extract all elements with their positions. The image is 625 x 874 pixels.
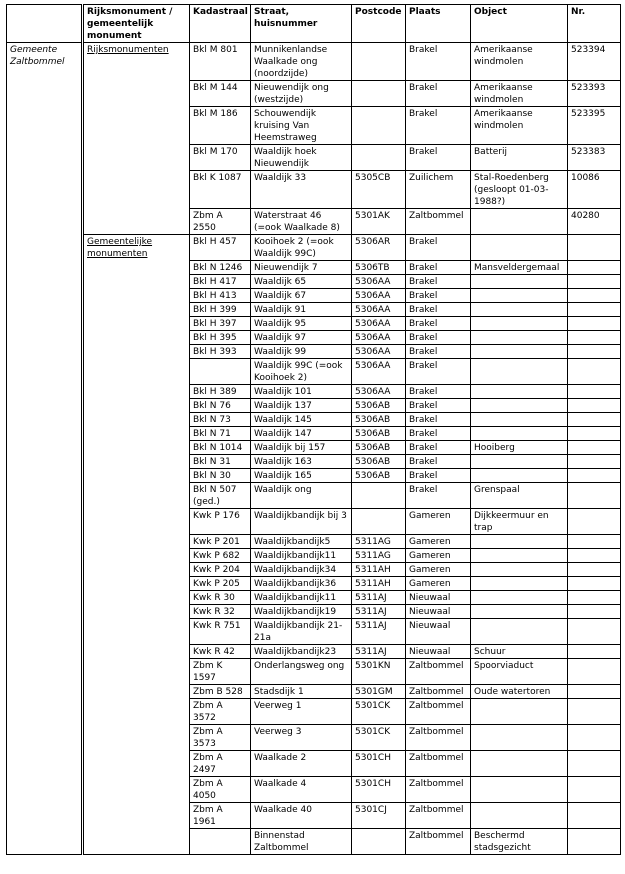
cell-kadastraal: Bkl H 457 <box>190 235 251 261</box>
cell-nr <box>568 549 621 563</box>
cell-straat: Waterstraat 46 (=ook Waalkade 8) <box>251 209 352 235</box>
cell-straat: Waaldijkbandijk11 <box>251 549 352 563</box>
cell-nr <box>568 577 621 591</box>
cell-postcode <box>352 43 406 81</box>
cell-postcode: 5311AJ <box>352 605 406 619</box>
cell-postcode: 5301CJ <box>352 803 406 829</box>
cell-plaats: Zuilichem <box>406 171 471 209</box>
cell-nr <box>568 399 621 413</box>
cell-postcode: 5311AG <box>352 549 406 563</box>
cell-postcode: 5301CK <box>352 725 406 751</box>
cell-straat: Binnenstad Zaltbommel <box>251 829 352 855</box>
cell-object <box>471 619 568 645</box>
cell-nr <box>568 563 621 577</box>
cell-nr <box>568 455 621 469</box>
cell-kadastraal: Bkl N 76 <box>190 399 251 413</box>
cell-postcode: 5306AB <box>352 469 406 483</box>
cell-kadastraal: Bkl N 73 <box>190 413 251 427</box>
cell-postcode: 5306AA <box>352 275 406 289</box>
cell-plaats: Brakel <box>406 455 471 469</box>
cell-kadastraal: Zbm K 1597 <box>190 659 251 685</box>
cell-postcode: 5306AB <box>352 455 406 469</box>
cell-nr <box>568 645 621 659</box>
cell-nr <box>568 509 621 535</box>
cell-kadastraal: Bkl M 801 <box>190 43 251 81</box>
cell-kadastraal: Bkl H 397 <box>190 317 251 331</box>
cell-object <box>471 413 568 427</box>
cell-kadastraal: Bkl K 1087 <box>190 171 251 209</box>
cell-plaats: Brakel <box>406 275 471 289</box>
cell-nr: 10086 <box>568 171 621 209</box>
cell-nr <box>568 441 621 455</box>
cell-postcode: 5311AG <box>352 535 406 549</box>
cell-plaats: Gameren <box>406 509 471 535</box>
cell-straat: Waaldijkbandijk 21-21a <box>251 619 352 645</box>
cell-nr <box>568 289 621 303</box>
cell-nr <box>568 345 621 359</box>
cell-plaats: Zaltbommel <box>406 725 471 751</box>
cell-nr <box>568 591 621 605</box>
cell-kadastraal: Kwk P 205 <box>190 577 251 591</box>
cell-postcode: 5311AJ <box>352 645 406 659</box>
cell-nr <box>568 303 621 317</box>
cell-nr <box>568 275 621 289</box>
cell-kadastraal: Kwk R 30 <box>190 591 251 605</box>
cell-straat: Waaldijk 99C (=ook Kooihoek 2) <box>251 359 352 385</box>
cell-plaats: Brakel <box>406 469 471 483</box>
cell-straat: Waaldijk 33 <box>251 171 352 209</box>
cell-nr <box>568 751 621 777</box>
cell-nr <box>568 317 621 331</box>
cell-nr <box>568 699 621 725</box>
cell-postcode: 5306AB <box>352 441 406 455</box>
cell-straat: Schouwendijk kruising Van Heemstraweg <box>251 107 352 145</box>
cell-plaats: Zaltbommel <box>406 685 471 699</box>
header-plaats: Plaats <box>406 5 471 43</box>
cell-object: Spoorviaduct <box>471 659 568 685</box>
cell-kadastraal: Bkl H 395 <box>190 331 251 345</box>
cell-plaats: Zaltbommel <box>406 777 471 803</box>
cell-postcode <box>352 145 406 171</box>
cell-postcode: 5301CH <box>352 751 406 777</box>
cell-straat: Waaldijk 147 <box>251 427 352 441</box>
cell-object <box>471 577 568 591</box>
cell-straat: Waaldijkbandijk5 <box>251 535 352 549</box>
header-postcode: Postcode <box>352 5 406 43</box>
cell-nr <box>568 359 621 385</box>
cell-straat: Waaldijk ong <box>251 483 352 509</box>
cell-object <box>471 317 568 331</box>
cell-object <box>471 699 568 725</box>
cell-straat: Nieuwendijk ong (westzijde) <box>251 81 352 107</box>
group-rijksmonumenten: Rijksmonumenten <box>83 43 190 235</box>
cell-nr <box>568 685 621 699</box>
cell-plaats: Zaltbommel <box>406 751 471 777</box>
cell-plaats: Gameren <box>406 577 471 591</box>
cell-object <box>471 605 568 619</box>
cell-object <box>471 209 568 235</box>
cell-plaats: Brakel <box>406 385 471 399</box>
cell-plaats: Brakel <box>406 261 471 275</box>
cell-plaats: Brakel <box>406 345 471 359</box>
cell-nr: 40280 <box>568 209 621 235</box>
cell-object <box>471 345 568 359</box>
cell-nr <box>568 427 621 441</box>
cell-straat: Waaldijk 163 <box>251 455 352 469</box>
table-row <box>7 43 621 81</box>
cell-nr <box>568 535 621 549</box>
cell-kadastraal: Zbm B 528 <box>190 685 251 699</box>
cell-postcode: 5301CH <box>352 777 406 803</box>
cell-kadastraal: Bkl N 71 <box>190 427 251 441</box>
cell-plaats: Brakel <box>406 107 471 145</box>
cell-straat: Veerweg 3 <box>251 725 352 751</box>
cell-plaats: Zaltbommel <box>406 209 471 235</box>
header-gemeente <box>7 5 83 43</box>
cell-postcode: 5311AJ <box>352 591 406 605</box>
cell-postcode: 5306AA <box>352 289 406 303</box>
cell-plaats: Brakel <box>406 483 471 509</box>
cell-plaats: Brakel <box>406 235 471 261</box>
cell-kadastraal: Bkl H 417 <box>190 275 251 289</box>
cell-straat: Stadsdijk 1 <box>251 685 352 699</box>
cell-postcode <box>352 483 406 509</box>
cell-postcode <box>352 81 406 107</box>
cell-kadastraal: Kwk R 751 <box>190 619 251 645</box>
cell-kadastraal: Bkl M 170 <box>190 145 251 171</box>
cell-object <box>471 331 568 345</box>
cell-straat: Munnikenlandse Waalkade ong (noordzijde) <box>251 43 352 81</box>
cell-kadastraal: Kwk R 42 <box>190 645 251 659</box>
cell-plaats: Brakel <box>406 331 471 345</box>
cell-kadastraal: Bkl N 1246 <box>190 261 251 275</box>
cell-straat: Nieuwendijk 7 <box>251 261 352 275</box>
cell-object <box>471 777 568 803</box>
cell-kadastraal: Bkl N 1014 <box>190 441 251 455</box>
cell-postcode: 5306AA <box>352 359 406 385</box>
cell-object <box>471 275 568 289</box>
cell-object <box>471 563 568 577</box>
header-row <box>7 5 621 43</box>
cell-object: Stal-Roedenberg (gesloopt 01-03-1988?) <box>471 171 568 209</box>
cell-straat: Waaldijk 101 <box>251 385 352 399</box>
cell-plaats: Brakel <box>406 317 471 331</box>
header-straat: Straat, huisnummer <box>251 5 352 43</box>
cell-postcode: 5306AB <box>352 399 406 413</box>
cell-object <box>471 469 568 483</box>
cell-plaats: Gameren <box>406 563 471 577</box>
table-body <box>7 43 621 855</box>
cell-nr: 523395 <box>568 107 621 145</box>
cell-postcode: 5306AA <box>352 385 406 399</box>
cell-kadastraal: Bkl H 389 <box>190 385 251 399</box>
cell-straat: Waaldijkbandijk34 <box>251 563 352 577</box>
cell-kadastraal: Bkl H 393 <box>190 345 251 359</box>
cell-nr <box>568 385 621 399</box>
cell-nr <box>568 829 621 855</box>
cell-nr <box>568 619 621 645</box>
cell-postcode: 5311AJ <box>352 619 406 645</box>
cell-kadastraal: Bkl N 507 (ged.) <box>190 483 251 509</box>
cell-kadastraal: Kwk P 682 <box>190 549 251 563</box>
cell-straat: Waalkade 40 <box>251 803 352 829</box>
cell-kadastraal: Bkl M 144 <box>190 81 251 107</box>
cell-object <box>471 303 568 317</box>
cell-plaats: Zaltbommel <box>406 699 471 725</box>
cell-object: Beschermd stadsgezicht <box>471 829 568 855</box>
cell-postcode: 5311AH <box>352 563 406 577</box>
cell-postcode: 5301CK <box>352 699 406 725</box>
cell-object <box>471 591 568 605</box>
cell-postcode: 5301AK <box>352 209 406 235</box>
cell-plaats: Gameren <box>406 549 471 563</box>
cell-object <box>471 725 568 751</box>
cell-plaats: Brakel <box>406 399 471 413</box>
cell-object <box>471 427 568 441</box>
cell-straat: Waaldijk 165 <box>251 469 352 483</box>
cell-postcode <box>352 509 406 535</box>
cell-object: Dijkkeermuur en trap <box>471 509 568 535</box>
cell-straat: Waalkade 2 <box>251 751 352 777</box>
cell-straat: Waaldijkbandijk19 <box>251 605 352 619</box>
cell-postcode: 5306AA <box>352 317 406 331</box>
cell-straat: Waaldijk 137 <box>251 399 352 413</box>
cell-plaats: Brakel <box>406 413 471 427</box>
cell-kadastraal: Bkl N 31 <box>190 455 251 469</box>
cell-plaats: Zaltbommel <box>406 803 471 829</box>
gemeente-cell: Gemeente Zaltbommel <box>7 43 83 855</box>
cell-straat: Waaldijkbandijk36 <box>251 577 352 591</box>
cell-object <box>471 549 568 563</box>
cell-postcode: 5311AH <box>352 577 406 591</box>
cell-plaats: Brakel <box>406 303 471 317</box>
header-type: Rijksmonument / gemeentelijk monument <box>83 5 190 43</box>
cell-straat: Waalkade 4 <box>251 777 352 803</box>
cell-kadastraal: Bkl H 399 <box>190 303 251 317</box>
cell-straat: Waaldijk 67 <box>251 289 352 303</box>
group-gemeentelijke-monumenten: Gemeentelijke monumenten <box>83 235 190 855</box>
cell-straat: Waaldijk 99 <box>251 345 352 359</box>
cell-postcode: 5306AA <box>352 303 406 317</box>
cell-postcode <box>352 829 406 855</box>
cell-object: Mansveldergemaal <box>471 261 568 275</box>
cell-nr <box>568 483 621 509</box>
cell-object: Amerikaanse windmolen <box>471 107 568 145</box>
cell-object: Amerikaanse windmolen <box>471 81 568 107</box>
cell-kadastraal: Bkl M 186 <box>190 107 251 145</box>
cell-straat: Waaldijk 95 <box>251 317 352 331</box>
cell-kadastraal: Zbm A 3573 <box>190 725 251 751</box>
cell-straat: Waaldijk 65 <box>251 275 352 289</box>
cell-postcode: 5306AA <box>352 345 406 359</box>
cell-kadastraal: Kwk R 32 <box>190 605 251 619</box>
cell-object <box>471 455 568 469</box>
cell-plaats: Zaltbommel <box>406 829 471 855</box>
cell-plaats: Nieuwaal <box>406 619 471 645</box>
header-object: Object <box>471 5 568 43</box>
cell-nr <box>568 261 621 275</box>
cell-kadastraal: Bkl H 413 <box>190 289 251 303</box>
cell-kadastraal: Zbm A 2550 <box>190 209 251 235</box>
cell-object: Batterij <box>471 145 568 171</box>
cell-plaats: Brakel <box>406 81 471 107</box>
cell-straat: Waaldijkbandijk11 <box>251 591 352 605</box>
cell-object <box>471 385 568 399</box>
cell-kadastraal: Zbm A 3572 <box>190 699 251 725</box>
cell-plaats: Gameren <box>406 535 471 549</box>
cell-object <box>471 803 568 829</box>
cell-plaats: Brakel <box>406 43 471 81</box>
cell-straat: Waaldijkbandijk bij 3 <box>251 509 352 535</box>
cell-kadastraal: Zbm A 1961 <box>190 803 251 829</box>
cell-nr <box>568 605 621 619</box>
cell-kadastraal: Kwk P 204 <box>190 563 251 577</box>
cell-object <box>471 399 568 413</box>
cell-object: Hooiberg <box>471 441 568 455</box>
cell-object: Amerikaanse windmolen <box>471 43 568 81</box>
cell-straat: Waaldijk hoek Nieuwendijk <box>251 145 352 171</box>
cell-plaats: Nieuwaal <box>406 605 471 619</box>
cell-straat: Onderlangsweg ong <box>251 659 352 685</box>
cell-straat: Waaldijk 97 <box>251 331 352 345</box>
cell-straat: Waaldijk bij 157 <box>251 441 352 455</box>
cell-straat: Veerweg 1 <box>251 699 352 725</box>
cell-postcode <box>352 107 406 145</box>
cell-nr: 523383 <box>568 145 621 171</box>
cell-kadastraal <box>190 829 251 855</box>
cell-nr <box>568 331 621 345</box>
cell-straat: Waaldijk 91 <box>251 303 352 317</box>
cell-kadastraal: Bkl N 30 <box>190 469 251 483</box>
cell-object: Grenspaal <box>471 483 568 509</box>
cell-postcode: 5306AR <box>352 235 406 261</box>
cell-plaats: Brakel <box>406 145 471 171</box>
cell-straat: Waaldijkbandijk23 <box>251 645 352 659</box>
cell-plaats: Brakel <box>406 441 471 455</box>
cell-object <box>471 235 568 261</box>
cell-postcode: 5306AB <box>352 427 406 441</box>
cell-postcode: 5306AA <box>352 331 406 345</box>
cell-postcode: 5306AB <box>352 413 406 427</box>
cell-kadastraal: Zbm A 2497 <box>190 751 251 777</box>
cell-object: Schuur <box>471 645 568 659</box>
cell-plaats: Brakel <box>406 359 471 385</box>
cell-postcode: 5301GM <box>352 685 406 699</box>
cell-object <box>471 751 568 777</box>
cell-nr: 523393 <box>568 81 621 107</box>
cell-postcode: 5306TB <box>352 261 406 275</box>
cell-postcode: 5305CB <box>352 171 406 209</box>
cell-kadastraal: Kwk P 176 <box>190 509 251 535</box>
cell-object <box>471 289 568 303</box>
cell-nr <box>568 777 621 803</box>
cell-kadastraal <box>190 359 251 385</box>
cell-postcode: 5301KN <box>352 659 406 685</box>
header-kadastraal: Kadastraal <box>190 5 251 43</box>
cell-nr: 523394 <box>568 43 621 81</box>
cell-plaats: Zaltbommel <box>406 659 471 685</box>
cell-nr <box>568 469 621 483</box>
cell-nr <box>568 659 621 685</box>
cell-plaats: Brakel <box>406 427 471 441</box>
cell-nr <box>568 413 621 427</box>
cell-object <box>471 359 568 385</box>
cell-object: Oude watertoren <box>471 685 568 699</box>
cell-kadastraal: Kwk P 201 <box>190 535 251 549</box>
cell-plaats: Nieuwaal <box>406 591 471 605</box>
cell-object <box>471 535 568 549</box>
cell-straat: Waaldijk 145 <box>251 413 352 427</box>
table-row <box>7 235 621 261</box>
cell-nr <box>568 803 621 829</box>
header-nr: Nr. <box>568 5 621 43</box>
cell-straat: Kooihoek 2 (=ook Waaldijk 99C) <box>251 235 352 261</box>
cell-kadastraal: Zbm A 4050 <box>190 777 251 803</box>
cell-nr <box>568 725 621 751</box>
cell-plaats: Nieuwaal <box>406 645 471 659</box>
cell-nr <box>568 235 621 261</box>
monumenten-table <box>6 4 621 855</box>
cell-plaats: Brakel <box>406 289 471 303</box>
